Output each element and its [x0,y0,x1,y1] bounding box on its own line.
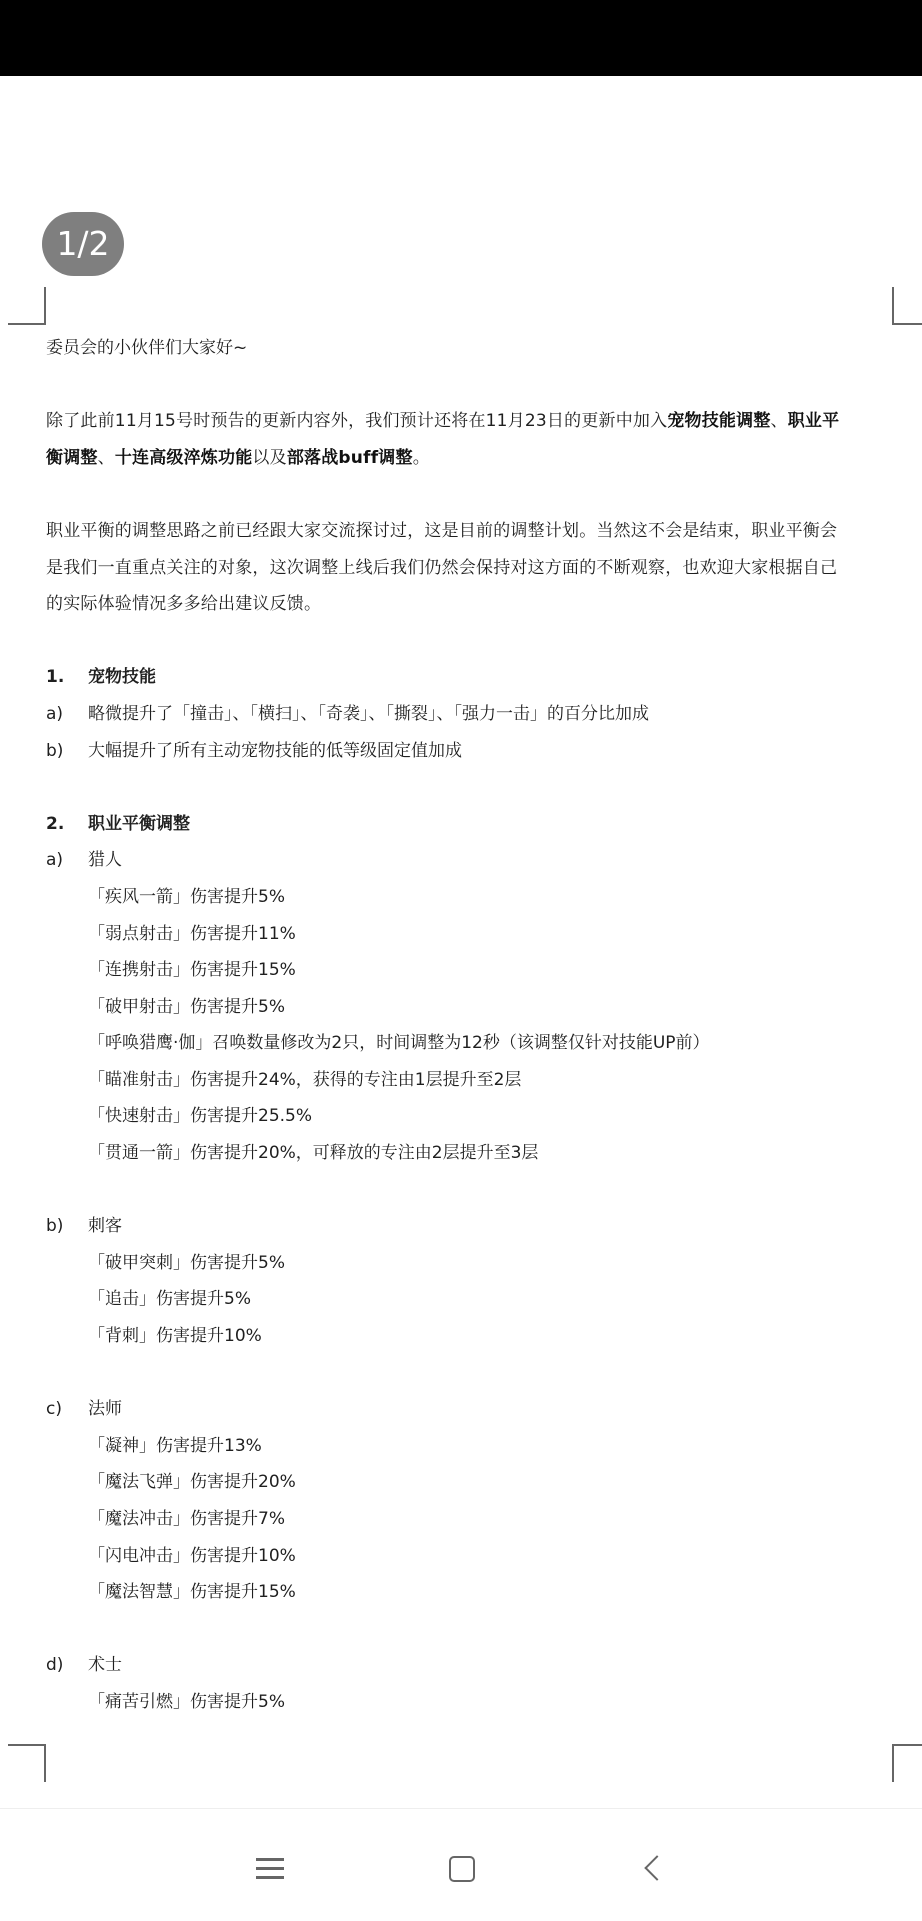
document-body [46,330,882,1721]
section-heading-pet-skills: 1. 宠物技能 [46,667,156,688]
page-corner-top-left [8,287,46,325]
greeting: 委员会的小伙伴们大家好~ [46,338,248,358]
section-heading-class-balance: 2. 职业平衡调整 [46,813,190,834]
list-item: b) 大幅提升了所有主动宠物技能的低等级固定值加成 [46,740,462,761]
balance-note-line-2: 是我们一直重点关注的对象，这次调整上线后我们仍然会保持对这方面的不断观察，也欢迎大家根据自己 [46,557,838,578]
menu-button[interactable] [250,1849,290,1889]
page-corner-bottom-left [8,1744,46,1782]
list-item: 「魔法智慧」伤害提升15% [88,1582,296,1603]
menu-icon [256,1858,284,1861]
page-indicator: 1/2 [42,212,124,276]
intro-line-1: 除了此前11月15号时预告的更新内容外，我们预计还将在11月23日的更新中加入宠物技能调整、职业平 [46,411,840,432]
class-heading-mage: c) 法师 [46,1399,122,1420]
intro-line-2: 衡调整、十连高级淬炼功能以及部落战buff调整。 [46,447,430,468]
back-button[interactable] [636,1849,676,1889]
list-item: a) 略微提升了「撞击」、「横扫」、「奇袭」、「撕裂」、「强力一击」的百分比加成 [46,703,649,724]
back-chevron-icon [644,1855,669,1880]
list-item: 「背刺」伤害提升10% [88,1326,262,1347]
class-heading-warlock: d) 术士 [46,1655,122,1676]
list-item: 「瞄准射击」伤害提升24%，获得的专注由1层提升至2层 [88,1069,522,1090]
page-corner-top-right [892,287,922,325]
list-item: 「快速射击」伤害提升25.5% [88,1106,313,1127]
system-navigation-bar [0,1808,922,1921]
class-heading-assassin: b) 刺客 [46,1216,122,1237]
balance-note-paragraph [46,513,882,623]
list-item: 「弱点射击」伤害提升11% [88,923,296,944]
home-icon [449,1856,475,1882]
balance-note-line-1: 职业平衡的调整思路之前已经跟大家交流探讨过，这是目前的调整计划。当然这不会是结束，职业平衡会 [46,520,838,541]
balance-note-line-3: 的实际体验情况多多给出建议反馈。 [46,594,322,615]
home-button[interactable] [442,1849,482,1889]
intro-paragraph [46,403,882,476]
status-bar [0,0,922,76]
list-item: 「魔法飞弹」伤害提升20% [88,1472,296,1493]
list-item: 「破甲突刺」伤害提升5% [88,1252,285,1273]
list-item: 「疾风一箭」伤害提升5% [88,886,285,907]
list-item: 「破甲射击」伤害提升5% [88,996,285,1017]
list-item: 「凝神」伤害提升13% [88,1435,262,1456]
list-item: 「连携射击」伤害提升15% [88,960,296,981]
list-item: 「魔法冲击」伤害提升7% [88,1509,285,1529]
list-item: 「闪电冲击」伤害提升10% [88,1545,296,1566]
class-heading-hunter: a) 猎人 [46,850,122,871]
list-item: 「贯通一箭」伤害提升20%，可释放的专注由2层提升至3层 [88,1143,539,1164]
list-item: 「痛苦引燃」伤害提升5% [88,1691,285,1712]
page-corner-bottom-right [892,1744,922,1782]
list-item: 「追击」伤害提升5% [88,1289,251,1310]
list-item: 「呼唤猎鹰·伽」召唤数量修改为2只，时间调整为12秒（该调整仅针对技能UP前） [88,1033,710,1054]
